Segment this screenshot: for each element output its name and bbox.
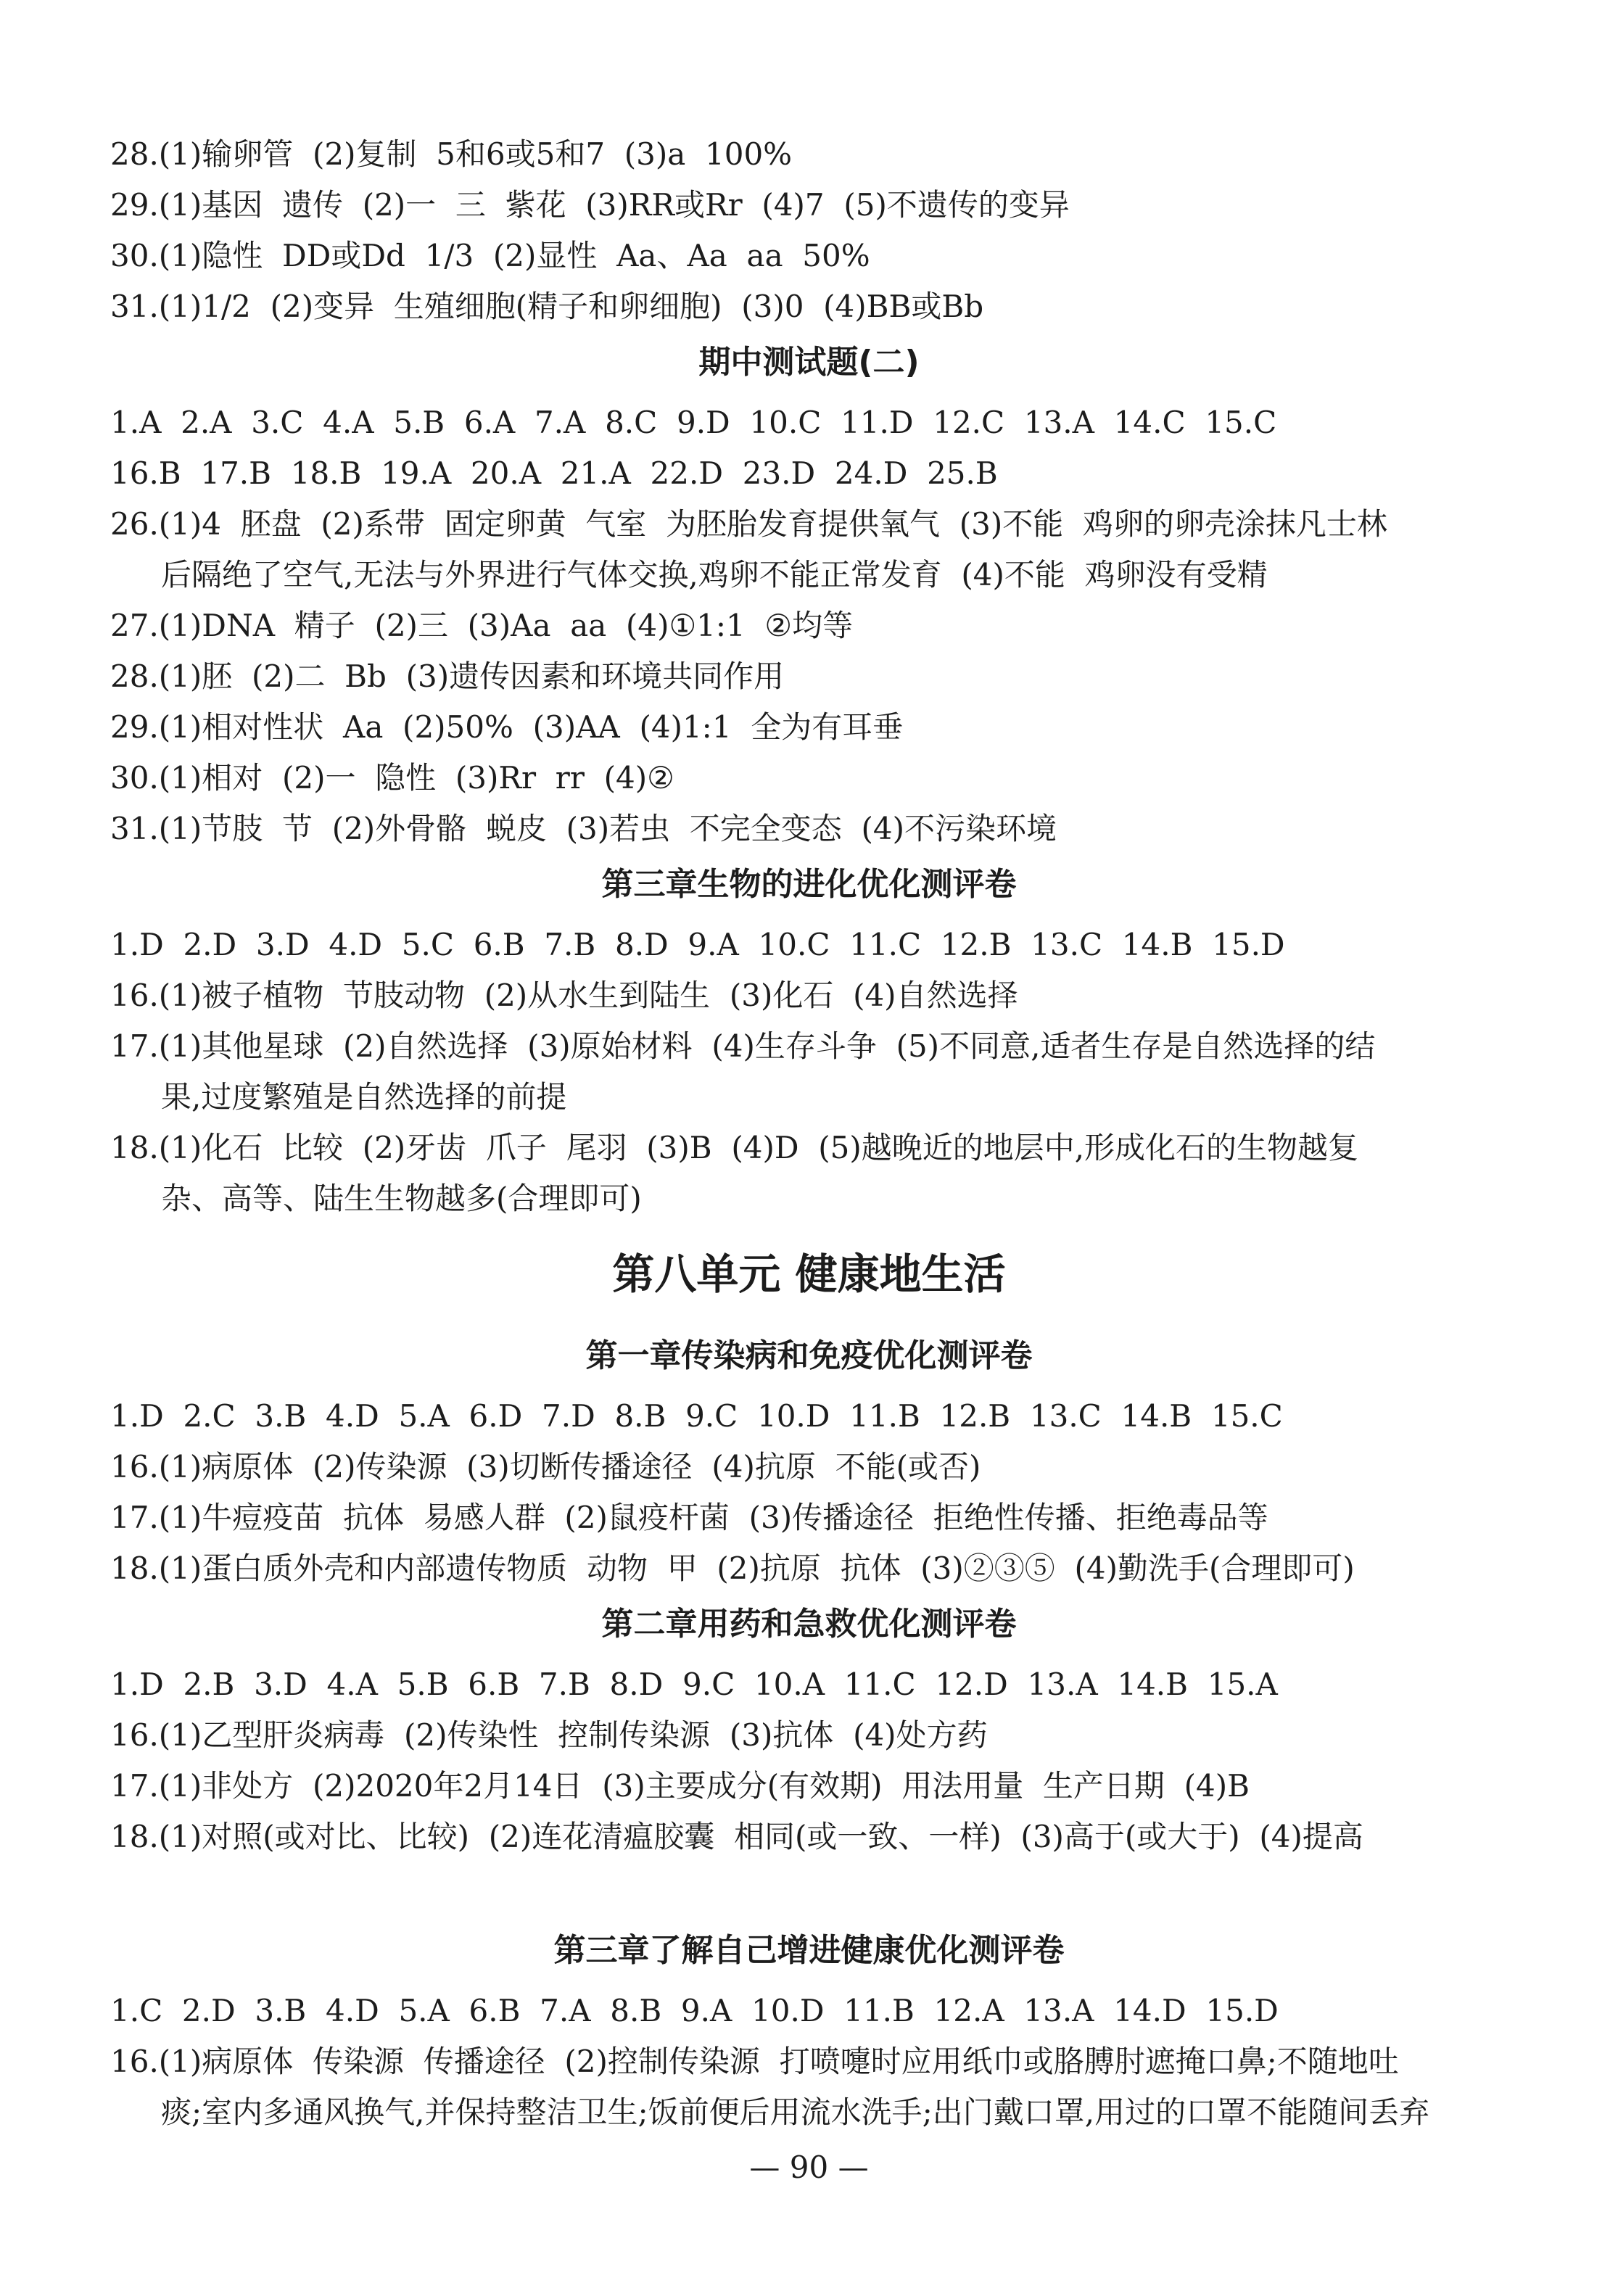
answer-line: 后隔绝了空气,无法与外界进行气体交换,鸡卵不能正常发育 (4)不能 鸡卵没有受精 <box>161 557 1268 592</box>
answer-line: 31.(1)节肢 节 (2)外骨骼 蜕皮 (3)若虫 不完全变态 (4)不污染环境 <box>110 811 1057 846</box>
answer-line: 16.(1)乙型肝炎病毒 (2)传染性 控制传染源 (3)抗体 (4)处方药 <box>110 1717 988 1753</box>
answer-line: 18.(1)蛋白质外壳和内部遗传物质 动物 甲 (2)抗原 抗体 (3)②③⑤ (4)勤洗手(合理即可) <box>110 1550 1355 1586</box>
answer-line: 16.(1)病原体 传染源 传播途径 (2)控制传染源 打喷嚏时应用纸巾或胳膊肘遮掩口鼻;不随地吐 <box>110 2044 1399 2079</box>
answer-line: 18.(1)对照(或对比、比较) (2)连花清瘟胶囊 相同(或一致、一样) (3)高于(或大于) (4)提高 <box>110 1819 1363 1854</box>
answer-line: 1.D 2.B 3.D 4.A 5.B 6.B 7.B 8.D 9.C 10.A 11.C 12.D 13.A 14.B 15.A <box>110 1667 1278 1702</box>
answer-line: 17.(1)牛痘疫苗 抗体 易感人群 (2)鼠疫杆菌 (3)传播途径 拒绝性传播、拒绝毒品等 <box>110 1500 1268 1535</box>
page-number: — 90 — <box>749 2150 869 2185</box>
unit-heading: 第八单元 健康地生活 <box>612 1250 1006 1299</box>
answer-line: 29.(1)相对性状 Aa (2)50% (3)AA (4)1:1 全为有耳垂 <box>110 709 904 745</box>
answer-line: 28.(1)胚 (2)二 Bb (3)遗传因素和环境共同作用 <box>110 658 785 694</box>
answer-line: 17.(1)其他星球 (2)自然选择 (3)原始材料 (4)生存斗争 (5)不同意,适者生存是自然选择的结 <box>110 1028 1376 1064</box>
answer-line: 1.D 2.D 3.D 4.D 5.C 6.B 7.B 8.D 9.A 10.C 11.C 12.B 13.C 14.B 15.D <box>110 927 1285 962</box>
answer-line: 18.(1)化石 比较 (2)牙齿 爪子 尾羽 (3)B (4)D (5)越晚近的地层中,形成化石的生物越复 <box>110 1130 1359 1165</box>
answer-line: 1.A 2.A 3.C 4.A 5.B 6.A 7.A 8.C 9.D 10.C 11.D 12.C 13.A 14.C 15.C <box>110 405 1277 440</box>
answer-line: 28.(1)输卵管 (2)复制 5和6或5和7 (3)a 100% <box>110 136 793 172</box>
section-heading: 期中测试题(二) <box>698 344 920 381</box>
answer-line: 果,过度繁殖是自然选择的前提 <box>161 1079 567 1115</box>
answer-line: 30.(1)相对 (2)一 隐性 (3)Rr rr (4)② <box>110 760 674 796</box>
answer-line: 26.(1)4 胚盘 (2)系带 固定卵黄 气室 为胚胎发育提供氧气 (3)不能 鸡卵的卵壳涂抹凡士林 <box>110 506 1387 542</box>
answer-line: 17.(1)非处方 (2)2020年2月14日 (3)主要成分(有效期) 用法用量 生产日期 (4)B <box>110 1768 1250 1804</box>
section-heading: 第三章生物的进化优化测评卷 <box>601 866 1017 903</box>
answer-line: 1.C 2.D 3.B 4.D 5.A 6.B 7.A 8.B 9.A 10.D 11.B 12.A 13.A 14.D 15.D <box>110 1993 1279 2028</box>
answer-line: 16.B 17.B 18.B 19.A 20.A 21.A 22.D 23.D 24.D 25.B <box>110 455 998 491</box>
answer-line: 30.(1)隐性 DD或Dd 1/3 (2)显性 Aa、Aa aa 50% <box>110 238 870 273</box>
section-heading: 第三章了解自己增进健康优化测评卷 <box>553 1932 1065 1969</box>
answer-line: 16.(1)被子植物 节肢动物 (2)从水生到陆生 (3)化石 (4)自然选择 <box>110 978 1018 1013</box>
answer-line: 痰;室内多通风换气,并保持整洁卫生;饭前便后用流水洗手;出门戴口罩,用过的口罩不能随间丢弃 <box>161 2094 1430 2130</box>
answer-line: 31.(1)1/2 (2)变异 生殖细胞(精子和卵细胞) (3)0 (4)BB或Bb <box>110 289 984 324</box>
answer-line: 27.(1)DNA 精子 (2)三 (3)Aa aa (4)①1:1 ②均等 <box>110 608 854 643</box>
answer-line: 杂、高等、陆生生物越多(合理即可) <box>161 1181 642 1216</box>
answer-line: 1.D 2.C 3.B 4.D 5.A 6.D 7.D 8.B 9.C 10.D 11.B 12.B 13.C 14.B 15.C <box>110 1398 1283 1434</box>
section-heading: 第二章用药和急救优化测评卷 <box>601 1606 1017 1643</box>
answer-line: 29.(1)基因 遗传 (2)一 三 紫花 (3)RR或Rr (4)7 (5)不遗传的变异 <box>110 187 1070 223</box>
answer-line: 16.(1)病原体 (2)传染源 (3)切断传播途径 (4)抗原 不能(或否) <box>110 1449 981 1484</box>
section-heading: 第一章传染病和免疫优化测评卷 <box>585 1337 1033 1374</box>
